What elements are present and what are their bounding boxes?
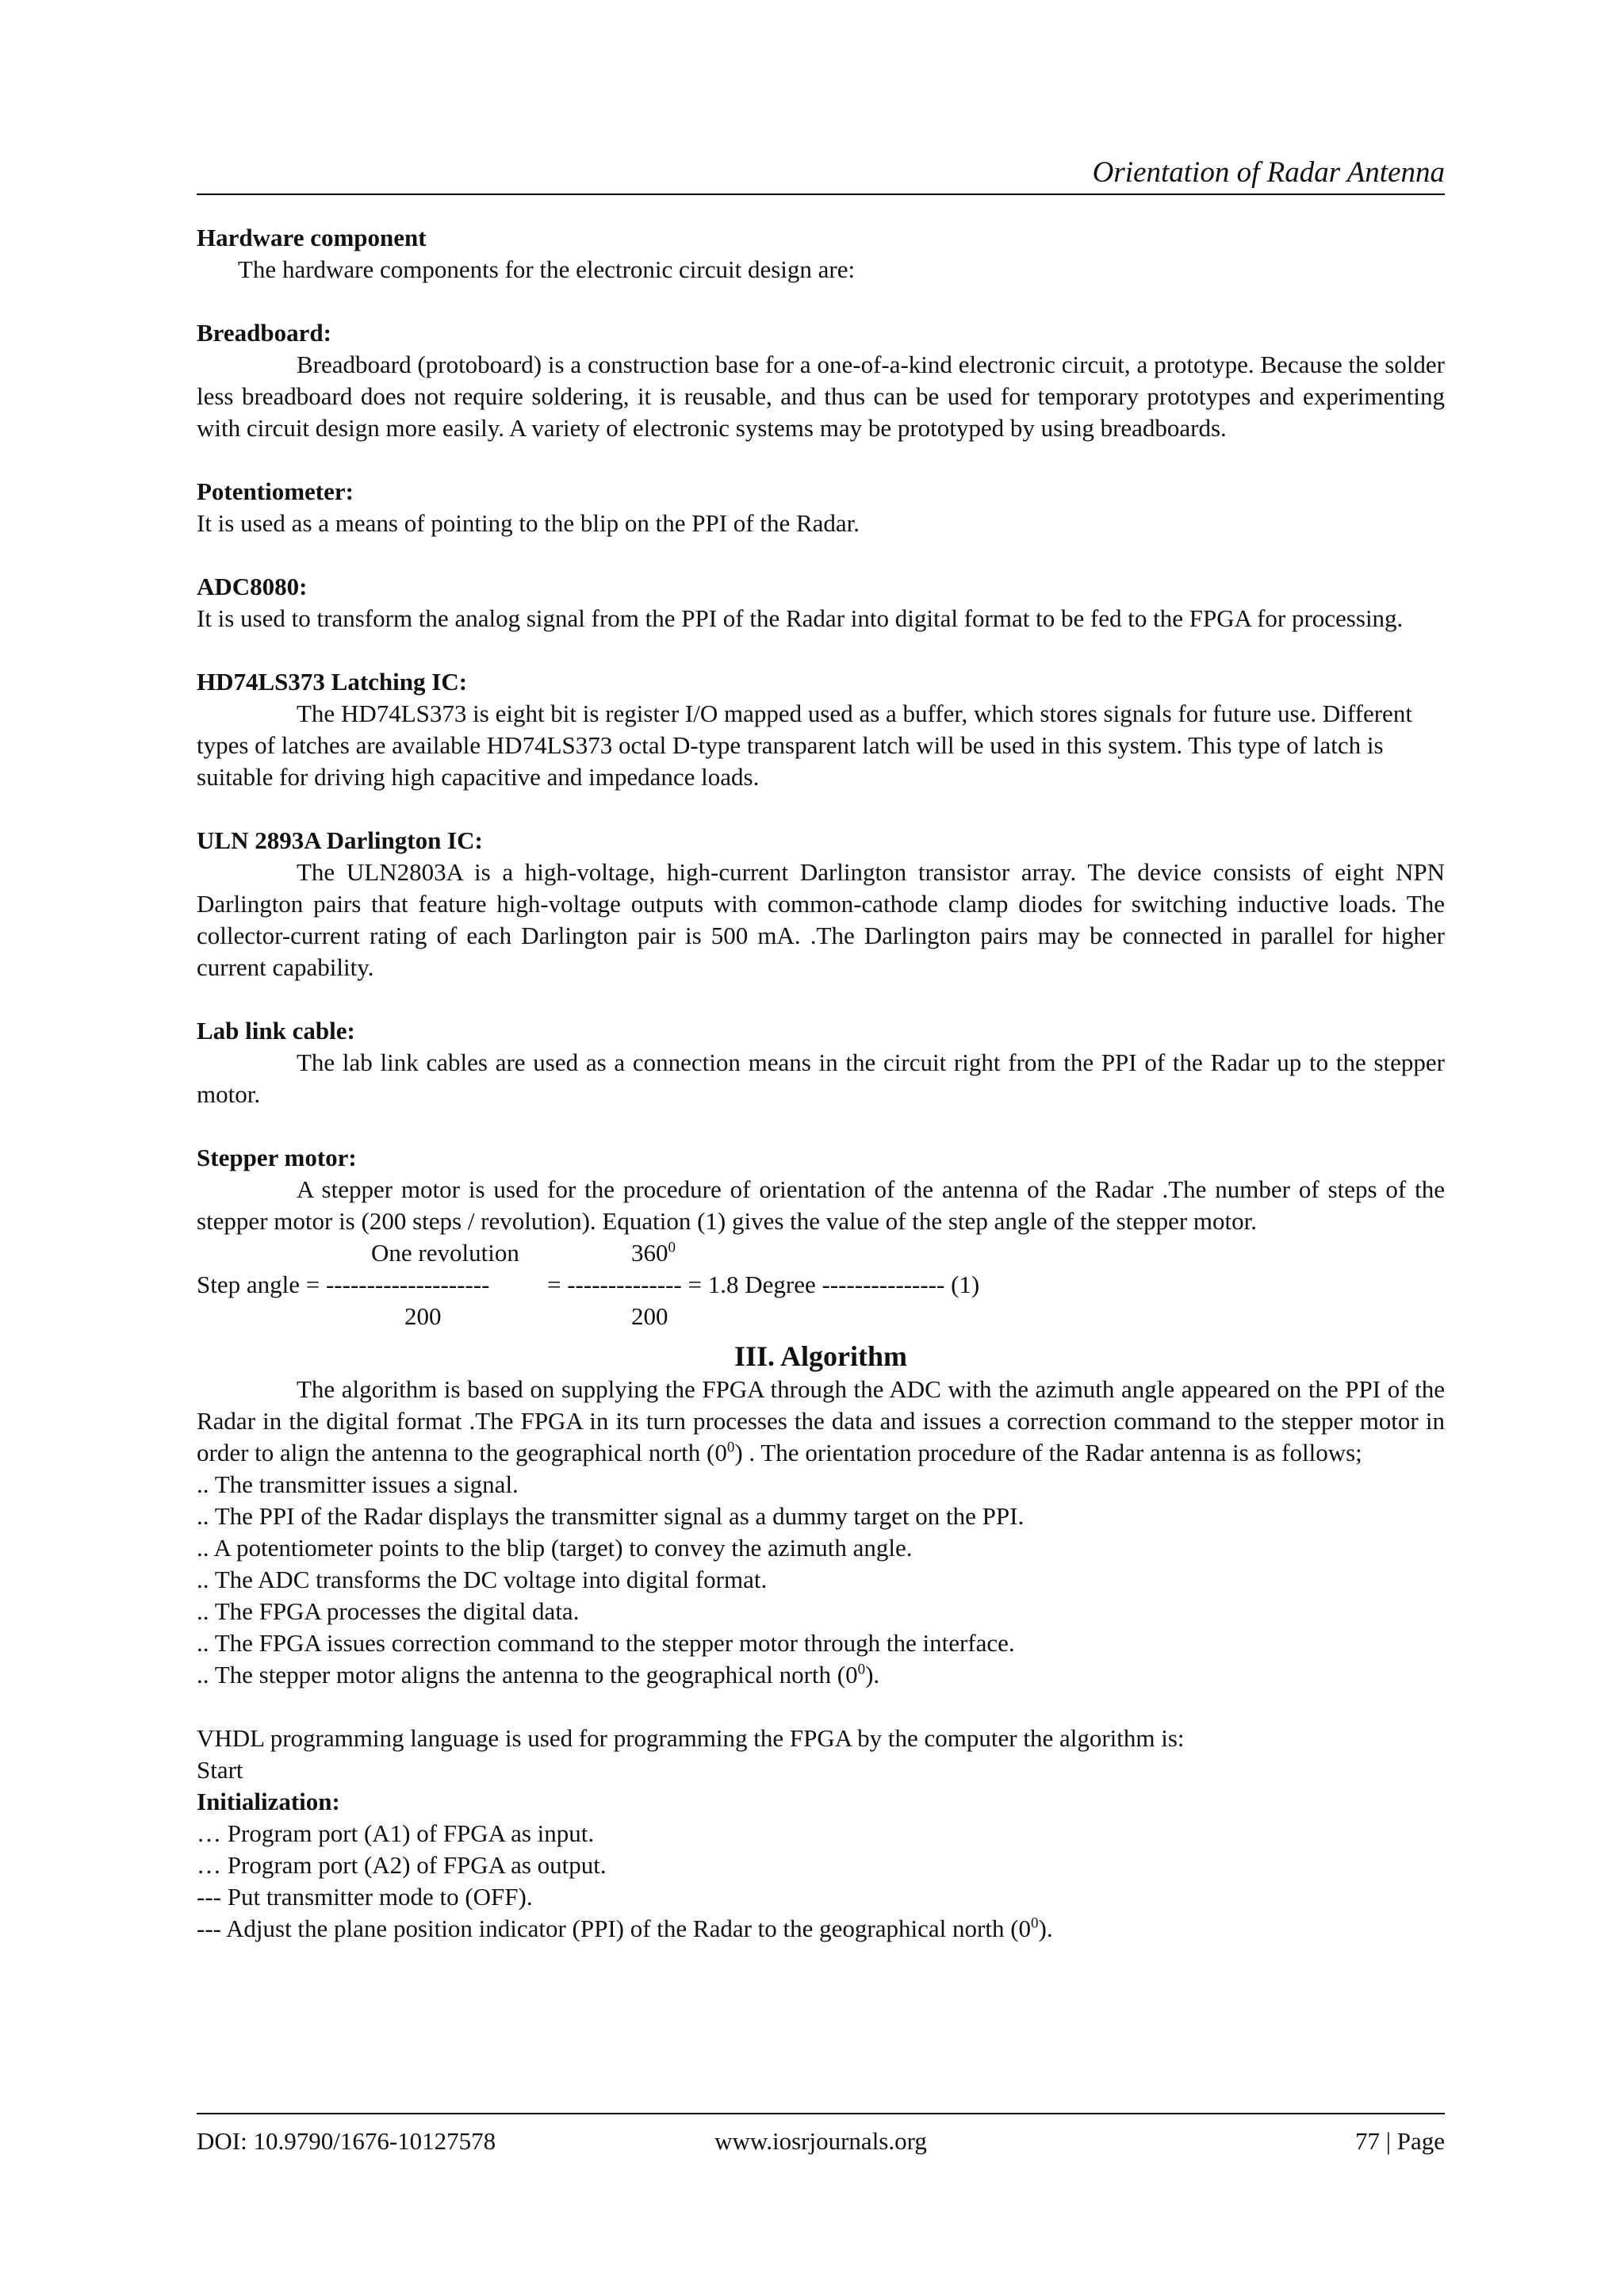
page-footer [197,2113,1445,2154]
breadboard-heading: Breadboard: [197,319,331,347]
start-label: Start [197,1756,243,1784]
footer-site: www.iosrjournals.org [714,2127,927,2155]
procedure-step: .. The transmitter issues a signal. [197,1470,519,1498]
step-angle-equation [197,1237,1445,1332]
uln-paragraph: The ULN2803A is a high-voltage, high-current Darlington transistor array. The device consists of eight NPN Darlington pairs that feature high-voltage outputs with common-cathode clamp diodes for switching inductive loads. The collector-current rating of each Darlington pair is 500 mA. .The Darlington pairs may be connected in parallel for higher current capability. [197,858,1445,981]
running-header [197,152,1445,195]
stepper-heading: Stepper motor: [197,1144,357,1171]
procedure-step: .. The PPI of the Radar displays the transmitter signal as a dummy target on the PPI. [197,1502,1025,1530]
equation-numerator-1: One revolution [371,1239,519,1267]
cable-heading: Lab link cable: [197,1017,355,1045]
footer-doi: DOI: 10.9790/1676-10127578 [197,2127,496,2155]
adc-paragraph: It is used to transform the analog signal from the PPI of the Radar into digital format to be fed to the FPGA for processing. [197,604,1404,632]
latch-heading: HD74LS373 Latching IC: [197,668,468,696]
latch-paragraph: The HD74LS373 is eight bit is register I/O mapped used as a buffer, which stores signals for future use. Different types of latches are available HD74LS373 octal D-type transparent latch will be used in this system. This type of latch is suitable for driving high capacitive and impedance loads. [197,700,1412,791]
procedure-step: .. The FPGA processes the digital data. [197,1597,580,1625]
vhdl-sentence: VHDL programming language is used for programming the FPGA by the computer the algorithm is: [197,1724,1185,1752]
equation-lhs: Step angle = -------------------- [197,1271,490,1298]
breadboard-paragraph: Breadboard (protoboard) is a construction base for a one-of-a-kind electronic circuit, a prototype. Because the solder less breadboard does not require soldering, it is reusable, and thus can be used for temporary prototypes and experimenting with circuit design more easily. A variety of electronic systems may be prototyped by using breadboards. [197,351,1445,442]
init-item: … Program port (A1) of FPGA as input. [197,1819,595,1847]
init-item: --- Put transmitter mode to (OFF). [197,1883,533,1911]
page-body [197,222,1445,1945]
stepper-paragraph: A stepper motor is used for the procedure of orientation of the antenna of the Radar .The number of steps of the stepper motor is (200 steps / revolution). Equation (1) gives the value of the step angle of the stepper motor. [197,1175,1445,1235]
adc-heading: ADC8080: [197,573,308,600]
potentiometer-heading: Potentiometer: [197,477,354,505]
procedure-step: .. A potentiometer points to the blip (target) to convey the azimuth angle. [197,1534,913,1562]
initialization-heading: Initialization: [197,1788,340,1815]
init-item: … Program port (A2) of FPGA as output. [197,1851,607,1879]
running-title: Orientation of Radar Antenna [1092,156,1445,189]
equation-numerator-2: $360^0$ [631,1239,676,1267]
algorithm-heading: III. Algorithm [733,1340,908,1372]
uln-heading: ULN 2893A Darlington IC: [197,826,483,854]
footer-page-number: 77 | Page [1355,2127,1445,2155]
procedure-step: .. The stepper motor aligns the antenna to the geographical north $(0^0)$. [197,1661,880,1688]
init-item: --- Adjust the plane position indicator (PPI) of the Radar to the geographical north $(0^0)$. [197,1915,1053,1942]
procedure-list [197,1469,1445,1691]
procedure-step: .. The ADC transforms the DC voltage into digital format. [197,1566,768,1593]
equation-denominator-1: 200 [404,1302,442,1330]
potentiometer-paragraph: It is used as a means of pointing to the blip on the PPI of the Radar. [197,509,860,537]
algorithm-paragraph: The algorithm is based on supplying the FPGA through the ADC with the azimuth angle appeared on the PPI of the Radar in the digital format .The FPGA in its turn processes the data and issues a correction command to the stepper motor in order to align the antenna to the geographical north $(0^0)$ . The orientation procedure of the Radar antenna is as follows; [197,1375,1445,1466]
equation-mid: = -------------- = 1.8 Degree --------------- (1) [547,1271,980,1298]
equation-denominator-2: 200 [631,1302,668,1330]
hardware-intro: The hardware components for the electronic circuit design are: [238,255,856,283]
cable-paragraph: The lab link cables are used as a connection means in the circuit right from the PPI of the Radar up to the stepper motor. [197,1048,1445,1108]
hardware-heading: Hardware component [197,224,427,251]
procedure-step: .. The FPGA issues correction command to the stepper motor through the interface. [197,1629,1015,1657]
